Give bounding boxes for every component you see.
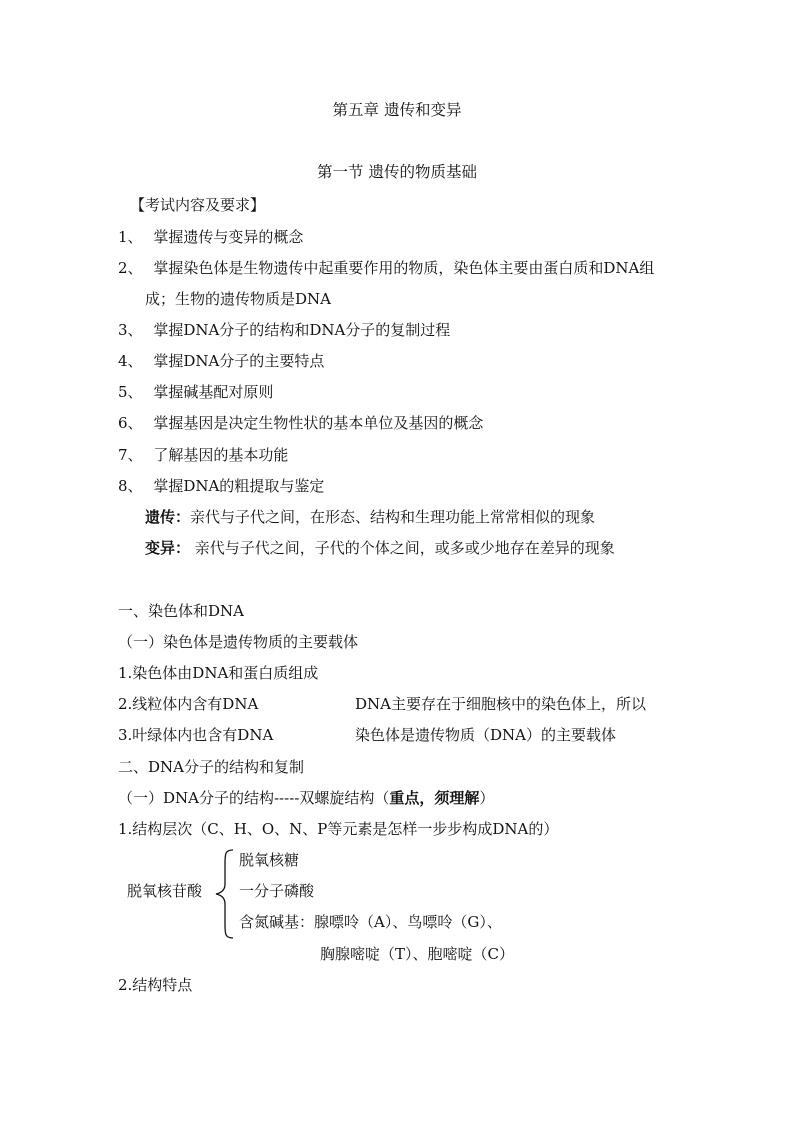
emphasis: 重点，须理解 [389,789,480,807]
definition-term: 遗传： [145,508,191,526]
part1-conclusion: 染色体是遗传物质（DNA）的主要载体 [355,726,616,744]
chapter-title: 第五章 遗传和变异 [332,101,462,119]
list-text: 了解基因的基本功能 [153,446,289,464]
definition-term: 变异： [145,539,191,557]
definition-heredity [145,507,595,527]
list-text: 掌握DNA的粗提取与鉴定 [153,477,325,495]
part2-point: 1.结构层次（C、H、O、N、P等元素是怎样一步步构成DNA的） [118,820,559,838]
list-number: 8、 [118,477,143,495]
part1-subheading: （一）染色体是遗传物质的主要载体 [118,633,359,651]
part1-point: 1.染色体由DNA和蛋白质组成 [118,664,319,682]
part2-heading: 二、DNA分子的结构和复制 [118,758,304,776]
list-number: 6、 [118,414,143,432]
list-text-continued: 成；生物的遗传物质是DNA [145,290,331,308]
nucleotide-label: 脱氧核苷酸 [127,882,203,900]
list-number: 7、 [118,446,143,464]
list-item [118,227,303,247]
list-number: 1、 [118,228,143,246]
requirements-heading: 【考试内容及要求】 [130,196,266,214]
list-text: 掌握遗传与变异的概念 [153,228,304,246]
nucleotide-component: 脱氧核糖 [239,851,300,869]
part1-conclusion: DNA主要存在于细胞核中的染色体上，所以 [355,695,646,713]
list-text: 掌握染色体是生物遗传中起重要作用的物质，染色体主要由蛋白质和DNA组 [153,259,655,277]
nucleotide-component: 一分子磷酸 [239,882,315,900]
part1-heading: 一、染色体和DNA [118,602,244,620]
list-number: 4、 [118,352,143,370]
definition-text: 亲代与子代之间，子代的个体之间，或多或少地存在差异的现象 [190,539,615,557]
list-text: 掌握DNA分子的结构和DNA分子的复制过程 [153,321,451,339]
list-item [118,445,288,465]
curly-brace-icon [213,848,237,940]
list-number: 3、 [118,321,143,339]
list-text: 掌握碱基配对原则 [153,383,274,401]
list-text: 掌握DNA分子的主要特点 [153,352,325,370]
part1-point: 2.线粒体内含有DNA [118,695,259,713]
definition-text: 亲代与子代之间，在形态、结构和生理功能上常常相似的现象 [190,508,596,526]
part2-subheading: （一）DNA分子的结构-----双螺旋结构（重点，须理解） [118,789,495,807]
nucleotide-component-continued: 胸腺嘧啶（T）、胞嘧啶（C） [320,945,514,963]
list-item [118,320,450,340]
list-item [118,476,324,496]
list-item [118,413,483,433]
list-number: 5、 [118,383,143,401]
part2-point: 2.结构特点 [118,976,193,994]
definition-variation [145,538,615,558]
part1-point: 3.叶绿体内也含有DNA [118,726,274,744]
list-number: 2、 [118,259,143,277]
section-title: 第一节 遗传的物质基础 [317,163,477,181]
list-item [118,382,273,402]
list-item [118,351,324,371]
list-item [118,258,654,278]
nucleotide-component: 含氮碱基：腺嘌呤（A）、鸟嘌呤（G）、 [239,913,502,931]
list-text: 掌握基因是决定生物性状的基本单位及基因的概念 [153,414,484,432]
